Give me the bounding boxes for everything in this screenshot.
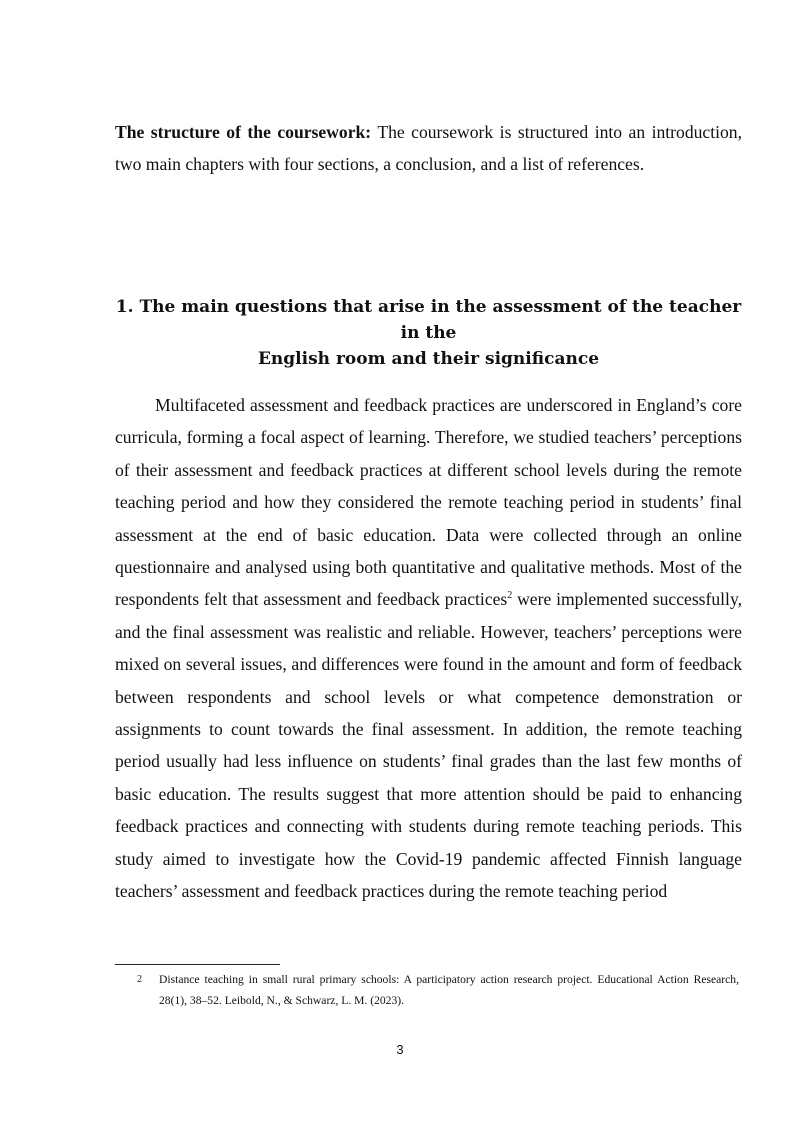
body-text-after-ref: were implemented successfully, and the final assessment was realistic and reliable. However, teachers’ perceptions were mixed on several issues, and differences were found in the amount and form of feedback between respondents and school levels or what competence demonstration or assignments to count towards the final assessment. In addition, the remote teaching period usually had less influence on students’ final grades than the last few months of basic education. The results suggest that more attention should be paid to enhancing feedback practices and connecting with students during remote teaching periods. This study aimed to investigate how the Covid-19 pandemic affected Finnish language teachers’ assessment and feedback practices during the remote teaching period (115, 589, 742, 902)
structure-lead: The structure of the coursework: (115, 122, 372, 142)
section-heading-line-2: English room and their significance (257, 349, 600, 369)
footnote-reference[interactable]: 2 (507, 590, 513, 602)
section-heading-line-1: 1. The main questions that arise in the assessment of the teacher in the (115, 297, 742, 343)
page-number: 3 (396, 1042, 404, 1057)
footnote-divider (115, 964, 280, 965)
body-text-before-ref: Multifaceted assessment and feedback practices are underscored in England’s core curricula, forming a focal aspect of learning. Therefore, we studied teachers’ perceptions of their assessment and feedback practices at different school levels during the remote teaching period and how they considered the remote teaching period in students’ final assessment at the end of basic education. Data were collected through an online questionnaire and analysed using both quantitative and qualitative methods. Most of the respondents felt that assessment and feedback practices (115, 395, 742, 610)
footnote-text: Distance teaching in small rural primary schools: A participatory action research project. Educational Action Research, 28(1), 38–52. Leibold, N., & Schwarz, L. M. (2023). (159, 973, 739, 1007)
section-heading (115, 294, 742, 372)
structure-text: The coursework is structured into an introduction, two main chapters with four sections, a conclusion, and a list of references. (115, 122, 742, 175)
structure-paragraph (115, 116, 742, 181)
footnote (115, 969, 742, 1011)
footnote-mark: 2 (137, 974, 142, 985)
body-paragraph (115, 389, 742, 908)
